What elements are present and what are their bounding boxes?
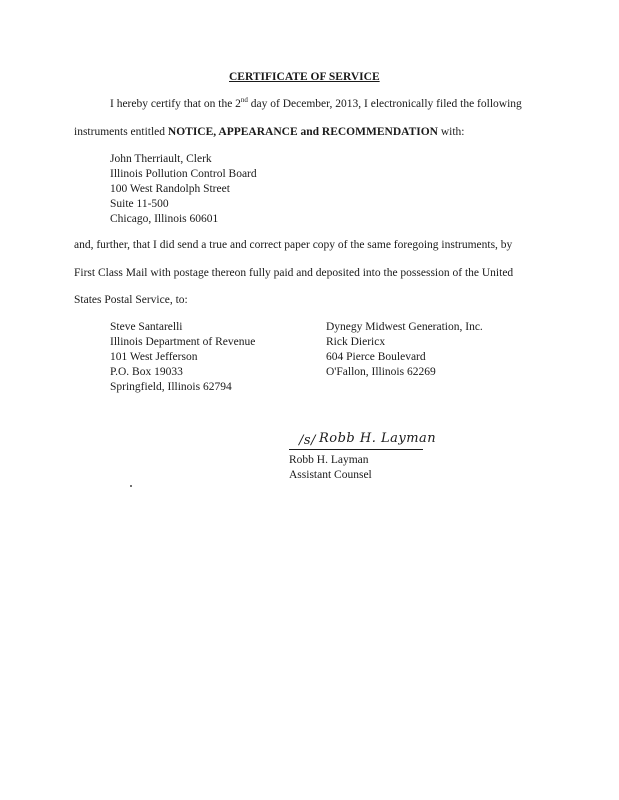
certification-line-2 bbox=[74, 125, 464, 139]
address-line: Illinois Pollution Control Board bbox=[110, 168, 257, 180]
certification-text-end: day of December, 2013, I electronically filed the following bbox=[247, 98, 522, 110]
address-line: Chicago, Illinois 60601 bbox=[110, 213, 219, 225]
address-line: John Therriault, Clerk bbox=[110, 153, 212, 165]
mailing-statement-line: States Postal Service, to: bbox=[74, 294, 188, 306]
service-address-left bbox=[110, 320, 255, 395]
signature-prefix: /s/ bbox=[299, 433, 316, 448]
ordinal-suffix: nd bbox=[240, 96, 248, 105]
certification-line-1 bbox=[110, 97, 522, 111]
instruments-prefix: instruments entitled bbox=[74, 126, 168, 138]
address-line: Suite 11-500 bbox=[110, 198, 169, 210]
signature-line bbox=[289, 431, 437, 450]
clerk-address-block bbox=[110, 152, 257, 227]
address-line: O'Fallon, Illinois 62269 bbox=[326, 366, 436, 378]
address-line: Illinois Department of Revenue bbox=[110, 336, 256, 348]
address-line: Steve Santarelli bbox=[110, 321, 183, 333]
service-address-right bbox=[326, 320, 483, 380]
signatory-block bbox=[289, 453, 372, 483]
address-line: Springfield, Illinois 62794 bbox=[110, 381, 232, 393]
handwritten-signature: Robb H. Layman bbox=[319, 431, 437, 446]
scan-speck bbox=[130, 485, 132, 487]
instruments-title: NOTICE, APPEARANCE and RECOMMENDATION bbox=[167, 126, 438, 138]
mailing-statement-line: First Class Mail with postage thereon fully paid and deposited into the possession of the United bbox=[74, 267, 514, 279]
address-line: 101 West Jefferson bbox=[110, 351, 198, 363]
certificate-title: CERTIFICATE OF SERVICE bbox=[229, 71, 380, 83]
address-line: Rick Diericx bbox=[326, 336, 386, 348]
address-line: Dynegy Midwest Generation, Inc. bbox=[326, 321, 483, 333]
mailing-statement-line: and, further, that I did send a true and correct paper copy of the same foregoing instruments, by bbox=[74, 239, 513, 251]
signatory-name: Robb H. Layman bbox=[289, 454, 369, 466]
address-line: P.O. Box 19033 bbox=[110, 366, 183, 378]
address-line: 604 Pierce Boulevard bbox=[326, 351, 426, 363]
signatory-title: Assistant Counsel bbox=[289, 469, 372, 481]
instruments-suffix: with: bbox=[437, 126, 465, 138]
certification-text-start: I hereby certify that on the 2 bbox=[110, 98, 241, 110]
address-line: 100 West Randolph Street bbox=[110, 183, 230, 195]
